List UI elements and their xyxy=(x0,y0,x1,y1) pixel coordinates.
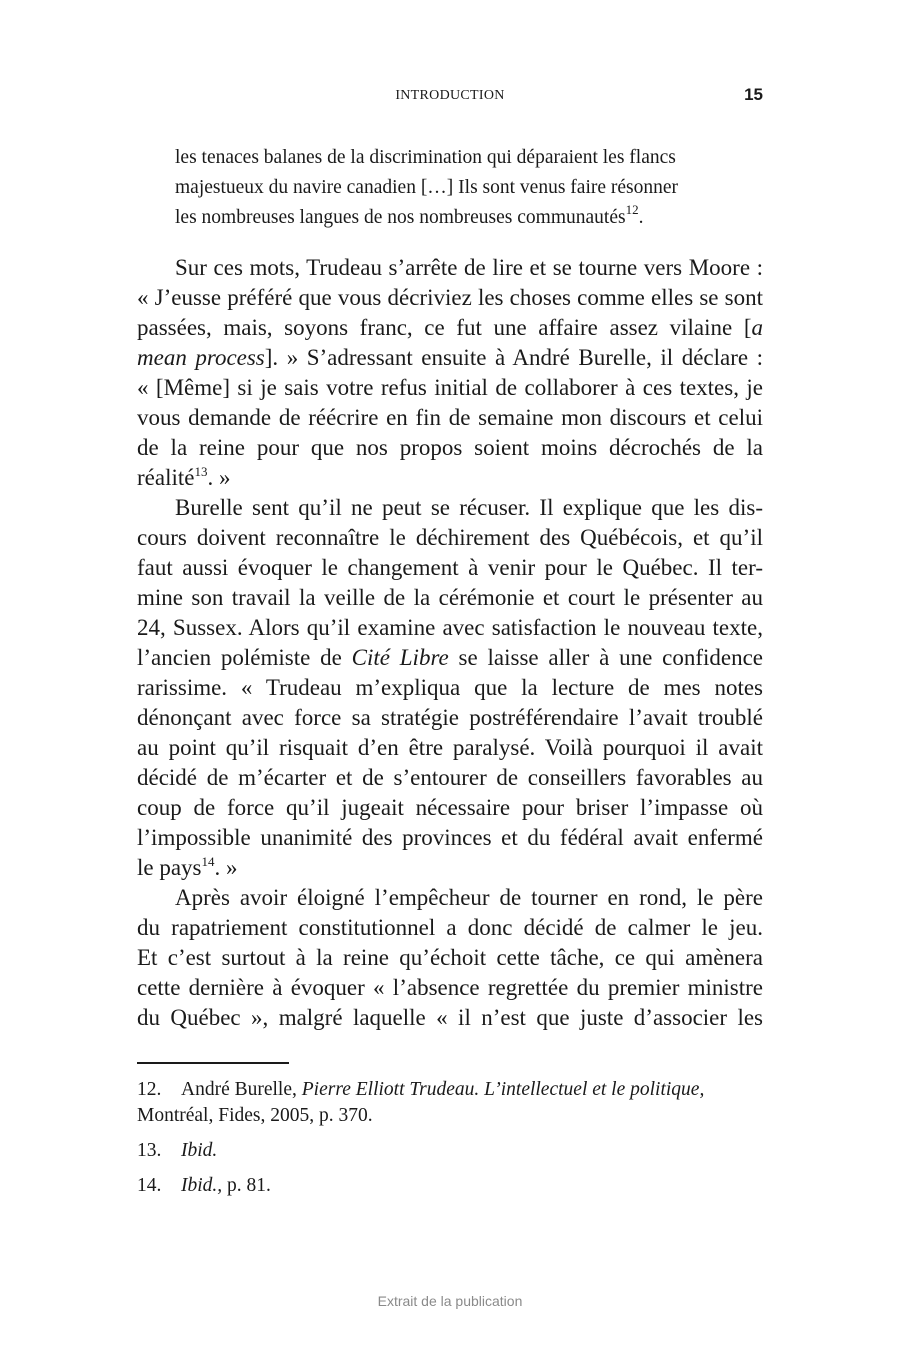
footnote-ref-13: 13 xyxy=(194,464,208,479)
text-line: décidé de m’écarter et de s’entourer de conseillers favorables au xyxy=(137,765,763,790)
text-line: l’impossible unanimité des provinces et du fédéral avait enfermé xyxy=(137,825,763,850)
footnote-title: Ibid. xyxy=(181,1140,218,1161)
text-run: . » xyxy=(214,855,238,880)
running-head: INTRODUCTION xyxy=(395,88,505,103)
body-text xyxy=(137,253,763,1033)
text-line xyxy=(137,643,763,673)
text-line: cours doivent reconnaître le déchirement des Québécois, et qu’il xyxy=(137,525,763,550)
text-line: de la reine pour que nos propos soient moins décrochés de la xyxy=(137,435,763,460)
footnote-13 xyxy=(137,1138,763,1164)
text-line: du Québec », malgré laquelle « il n’est que juste d’associer les xyxy=(137,1005,763,1030)
footnote-number: 12. xyxy=(137,1079,162,1100)
text-run: se laisse aller à une confidence xyxy=(448,645,763,670)
text-line: dénonçant avec force sa stratégie postréférendaire l’avait troublé xyxy=(137,705,763,730)
text-run: l’ancien polémiste de xyxy=(137,645,352,670)
text-line xyxy=(137,343,763,373)
footnote-12 xyxy=(137,1077,763,1129)
page-number: 15 xyxy=(744,85,763,104)
text-run: . » xyxy=(207,465,231,490)
text-line: du rapatriement constitutionnel a donc décidé de calmer le jeu. xyxy=(137,915,763,940)
quote-line xyxy=(175,203,735,233)
text-line: « J’eusse préféré que vous décriviez les choses comme elles se sont xyxy=(137,285,763,310)
footnote-separator xyxy=(137,1062,289,1064)
footnotes xyxy=(137,1077,763,1208)
italic-run: Cité Libre xyxy=(351,645,449,670)
footnote-ref-14: 14 xyxy=(201,854,215,869)
publication-footer: Extrait de la publication xyxy=(377,1293,523,1309)
text-line: mine son travail la veille de la cérémonie et court le présenter au xyxy=(137,585,763,610)
text-run: passées, mais, soyons franc, ce fut une affaire assez vilaine [ xyxy=(137,315,752,340)
text-line: cette dernière à évoquer « l’absence regrettée du premier ministre xyxy=(137,975,763,1000)
text-line xyxy=(137,313,763,343)
text-line: Burelle sent qu’il ne peut se récuser. Il explique que les dis- xyxy=(175,495,763,520)
footnote-number: 13. xyxy=(137,1140,162,1161)
quote-line-text: les nombreuses langues de nos nombreuses communautés xyxy=(175,207,626,228)
text-line: coup de force qu’il jugeait nécessaire pour briser l’impasse où xyxy=(137,795,763,820)
text-line: au point qu’il risquait d’en être paralysé. Voilà pourquoi il avait xyxy=(137,735,763,760)
footnote-title: Ibid., xyxy=(181,1175,223,1196)
text-line: 24, Sussex. Alors qu’il examine avec satisfaction le nouveau texte, xyxy=(137,615,763,640)
quote-end: . xyxy=(638,207,644,228)
quote-line: majestueux du navire canadien […] Ils sont venus faire résonner xyxy=(175,177,679,198)
quote-line: les tenaces balanes de la discrimination qui déparaient les flancs xyxy=(175,147,676,168)
footnote-publication: Montréal, Fides, 2005, p. 370. xyxy=(137,1105,373,1126)
italic-run: mean process xyxy=(137,345,265,370)
text-line xyxy=(137,853,763,883)
text-line: Et c’est surtout à la reine qu’échoit cette tâche, ce qui amènera xyxy=(137,945,763,970)
text-line: faut aussi évoquer le changement à venir pour le Québec. Il ter- xyxy=(137,555,763,580)
text-run: réalité xyxy=(137,465,195,490)
footnote-author: André Burelle, xyxy=(181,1079,302,1100)
block-quote xyxy=(175,143,735,233)
footnote-14 xyxy=(137,1173,763,1199)
text-line: rarissime. « Trudeau m’expliqua que la lecture de mes notes xyxy=(137,675,763,700)
text-run: ]. » S’adressant ensuite à André Burelle, il déclare : xyxy=(264,345,763,370)
text-line: « [Même] si je sais votre refus initial de collaborer à ces textes, je xyxy=(137,375,763,400)
text-line xyxy=(137,463,763,493)
italic-run: a xyxy=(751,315,763,340)
page-header xyxy=(137,86,763,110)
text-line: Après avoir éloigné l’empêcheur de tourner en rond, le père xyxy=(175,885,763,910)
text-line: Sur ces mots, Trudeau s’arrête de lire et se tourne vers Moore : xyxy=(175,255,763,280)
text-run: le pays xyxy=(137,855,202,880)
footnote-ref-12: 12 xyxy=(625,202,639,217)
footnote-page: p. 81. xyxy=(222,1175,271,1196)
footnote-title: Pierre Elliott Trudeau. L’intellectuel et le politique, xyxy=(301,1079,705,1100)
text-line: vous demande de réécrire en fin de semaine mon discours et celui xyxy=(137,405,763,430)
footnote-number: 14. xyxy=(137,1175,162,1196)
